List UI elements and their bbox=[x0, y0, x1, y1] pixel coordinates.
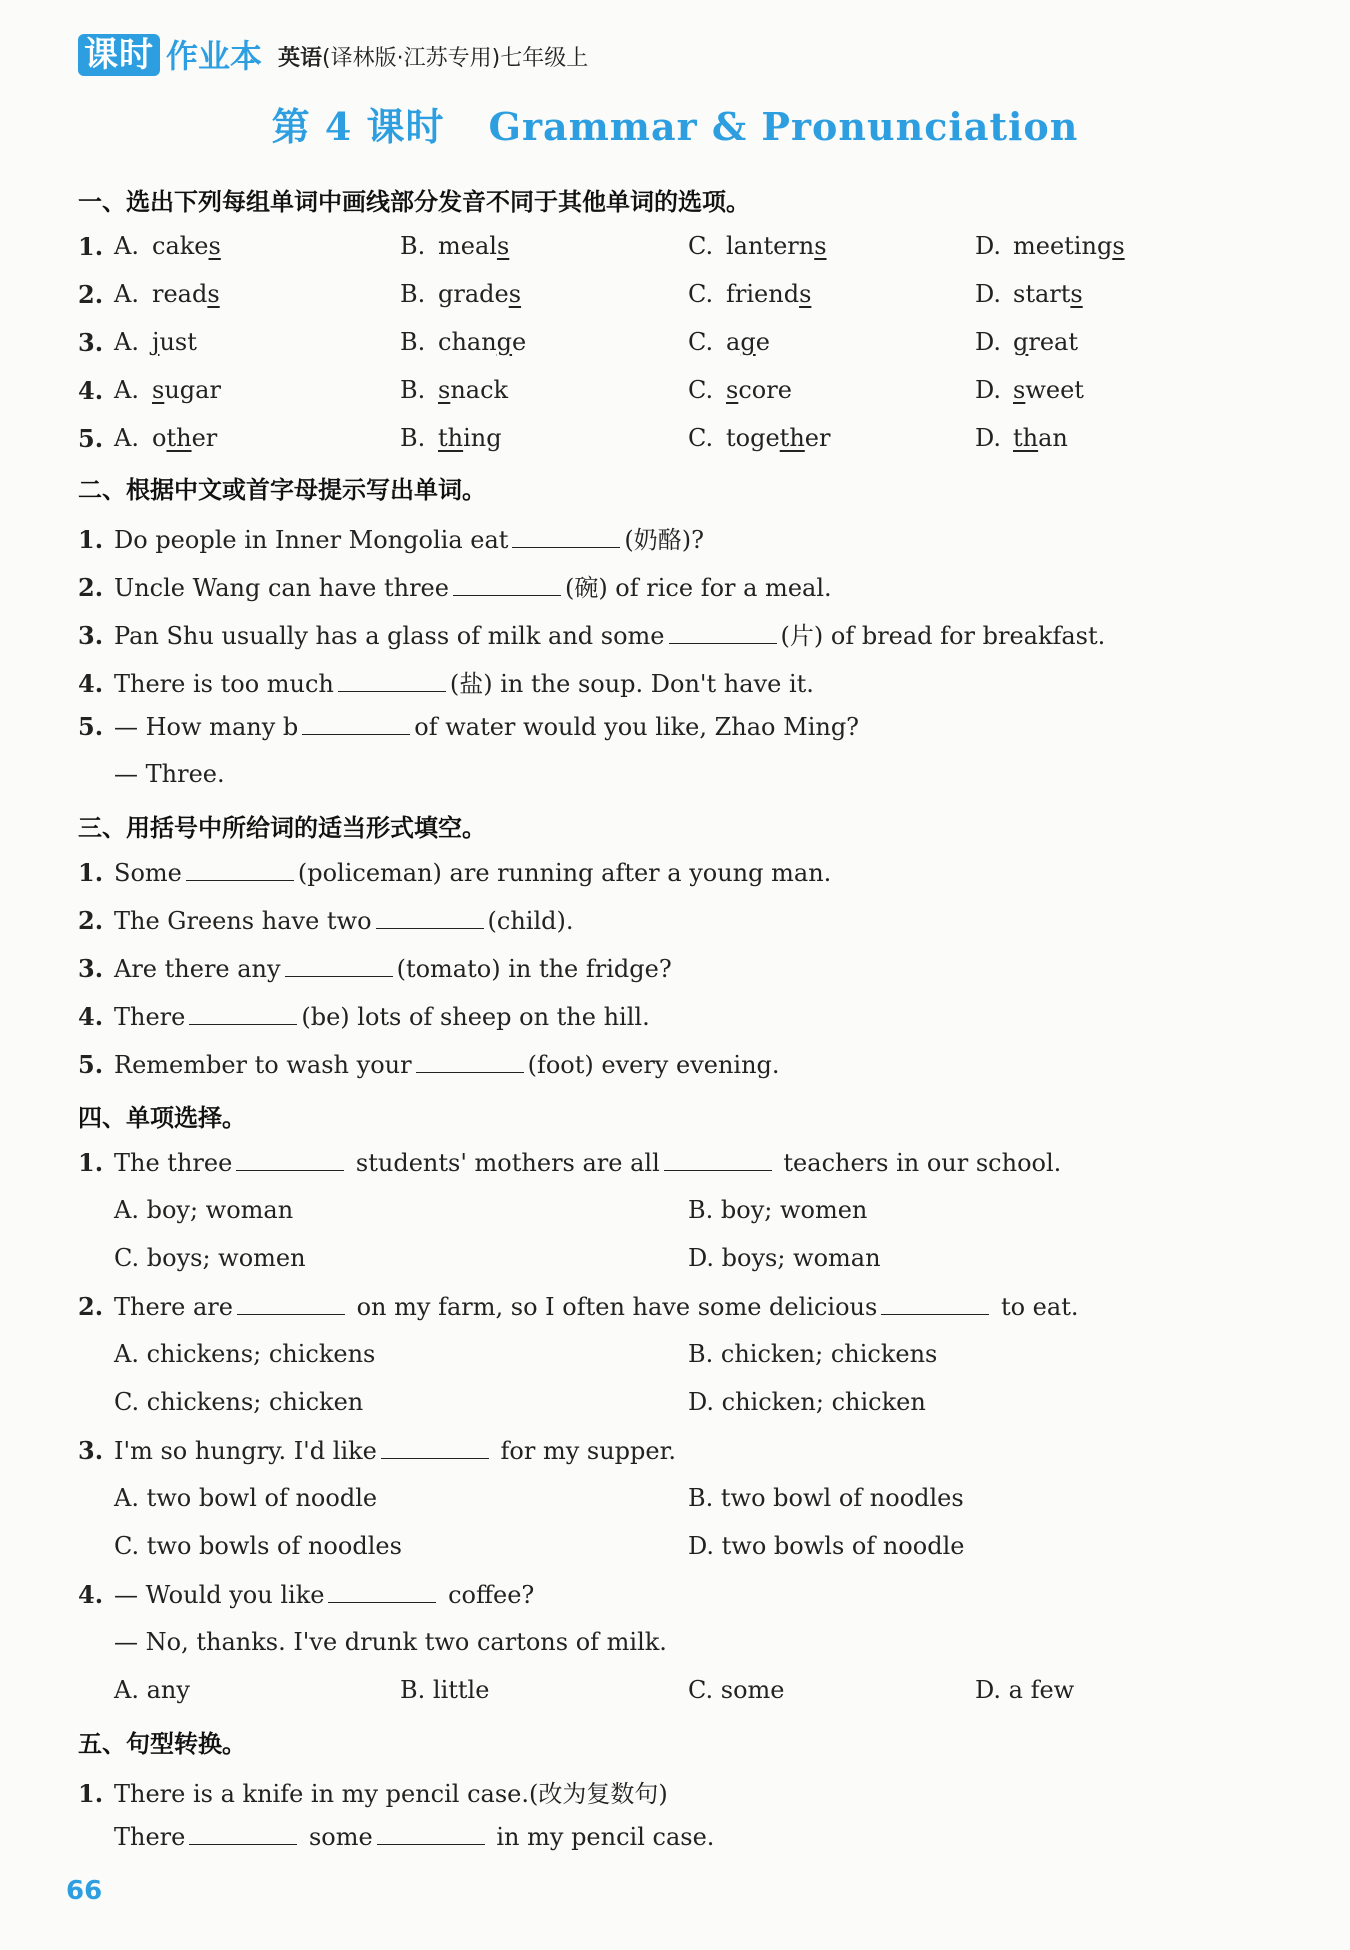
s2-question-4: 4. There is too much (盐) in the soup. Don't have it. bbox=[78, 669, 814, 698]
answer-blank[interactable] bbox=[376, 906, 484, 929]
s2-question-1: 1. Do people in Inner Mongolia eat (奶酪)? bbox=[78, 525, 704, 554]
s1-question-number: 2. bbox=[78, 280, 104, 309]
section-4-heading: 四、单项选择。 bbox=[78, 1104, 246, 1132]
s4-q4-option-c[interactable]: C. some bbox=[688, 1676, 785, 1704]
s5-question-1-answer: There some in my pencil case. bbox=[114, 1823, 715, 1851]
s4-question-2: 2. There are on my farm, so I often have some delicious to eat. bbox=[78, 1292, 1079, 1321]
answer-blank[interactable] bbox=[453, 573, 561, 596]
s3-question-2: 2. The Greens have two (child). bbox=[78, 906, 574, 935]
s3-question-1: 1. Some (policeman) are running after a young man. bbox=[78, 858, 832, 887]
s1-question-number: 5. bbox=[78, 424, 104, 453]
s1-option-d[interactable]: D. meetings bbox=[975, 232, 1125, 260]
s4-q2-option-d[interactable]: D. chicken; chicken bbox=[688, 1388, 926, 1416]
s1-option-c[interactable]: C. score bbox=[688, 376, 792, 404]
s4-q3-option-b[interactable]: B. two bowl of noodles bbox=[688, 1484, 964, 1512]
s4-q3-option-a[interactable]: A. two bowl of noodle bbox=[114, 1484, 378, 1512]
s1-option-a[interactable]: A. cakes bbox=[114, 232, 221, 260]
page-number: 66 bbox=[66, 1876, 103, 1906]
answer-blank[interactable] bbox=[328, 1580, 436, 1603]
s1-question-number: 4. bbox=[78, 376, 104, 405]
s1-option-a[interactable]: A. reads bbox=[114, 280, 220, 308]
s4-q3-option-d[interactable]: D. two bowls of noodle bbox=[688, 1532, 965, 1560]
s2-question-2: 2. Uncle Wang can have three (碗) of rice for a meal. bbox=[78, 573, 832, 602]
answer-blank[interactable] bbox=[377, 1822, 485, 1845]
section-5-heading: 五、句型转换。 bbox=[78, 1730, 246, 1758]
header-brand bbox=[78, 34, 588, 76]
s1-option-b[interactable]: B. change bbox=[400, 328, 527, 356]
answer-blank[interactable] bbox=[186, 858, 294, 881]
s1-option-b[interactable]: B. meals bbox=[400, 232, 510, 260]
s5-question-1: 1. There is a knife in my pencil case.(改为复数句) bbox=[78, 1779, 668, 1808]
answer-blank[interactable] bbox=[189, 1002, 297, 1025]
section-3-heading: 三、用括号中所给词的适当形式填空。 bbox=[78, 814, 486, 842]
s4-q1-option-b[interactable]: B. boy; women bbox=[688, 1196, 868, 1224]
s3-question-5: 5. Remember to wash your (foot) every evening. bbox=[78, 1050, 780, 1079]
s4-q3-option-c[interactable]: C. two bowls of noodles bbox=[114, 1532, 402, 1560]
s4-q1-option-a[interactable]: A. boy; woman bbox=[114, 1196, 294, 1224]
s4-q4-option-d[interactable]: D. a few bbox=[975, 1676, 1075, 1704]
lesson-title: 第 4 课时 Grammar & Pronunciation bbox=[271, 104, 1079, 149]
brand-logo-text: 作业本 bbox=[166, 37, 263, 75]
answer-blank[interactable] bbox=[512, 525, 620, 548]
s3-question-3: 3. Are there any (tomato) in the fridge? bbox=[78, 954, 672, 983]
s3-question-4: 4. There (be) lots of sheep on the hill. bbox=[78, 1002, 650, 1031]
s1-option-a[interactable]: A. sugar bbox=[114, 376, 221, 404]
s1-option-c[interactable]: C. together bbox=[688, 424, 831, 452]
answer-blank[interactable] bbox=[189, 1822, 297, 1845]
answer-blank[interactable] bbox=[302, 712, 410, 735]
s4-q1-option-d[interactable]: D. boys; woman bbox=[688, 1244, 881, 1272]
answer-blank[interactable] bbox=[669, 621, 777, 644]
s1-option-b[interactable]: B. snack bbox=[400, 376, 509, 404]
s2-question-5-reply: — Three. bbox=[114, 760, 225, 788]
section-1-heading: 一、选出下列每组单词中画线部分发音不同于其他单词的选项。 bbox=[78, 188, 750, 216]
s1-option-d[interactable]: D. starts bbox=[975, 280, 1083, 308]
brand-logo-box: 课时 bbox=[78, 34, 160, 76]
s1-option-b[interactable]: B. thing bbox=[400, 424, 502, 452]
s1-option-a[interactable]: A. just bbox=[114, 328, 197, 356]
answer-blank[interactable] bbox=[881, 1292, 989, 1315]
section-2-heading: 二、根据中文或首字母提示写出单词。 bbox=[78, 476, 486, 504]
s1-question-number: 1. bbox=[78, 232, 104, 261]
s4-question-4-reply: — No, thanks. I've drunk two cartons of milk. bbox=[114, 1628, 667, 1656]
s4-question-1: 1. The three students' mothers are all teachers in our school. bbox=[78, 1148, 1062, 1177]
s1-option-c[interactable]: C. lanterns bbox=[688, 232, 827, 260]
subject-label: 英语(译林版·江苏专用)七年级上 bbox=[278, 46, 589, 71]
s4-question-3: 3. I'm so hungry. I'd like for my supper. bbox=[78, 1436, 677, 1465]
s4-q2-option-b[interactable]: B. chicken; chickens bbox=[688, 1340, 938, 1368]
answer-blank[interactable] bbox=[338, 669, 446, 692]
s1-option-d[interactable]: D. than bbox=[975, 424, 1068, 452]
s4-q2-option-a[interactable]: A. chickens; chickens bbox=[114, 1340, 376, 1368]
s1-option-d[interactable]: D. great bbox=[975, 328, 1079, 356]
answer-blank[interactable] bbox=[381, 1436, 489, 1459]
s1-option-d[interactable]: D. sweet bbox=[975, 376, 1084, 404]
s4-q2-option-c[interactable]: C. chickens; chicken bbox=[114, 1388, 364, 1416]
s2-question-3: 3. Pan Shu usually has a glass of milk and some (片) of bread for breakfast. bbox=[78, 621, 1106, 650]
s1-option-a[interactable]: A. other bbox=[114, 424, 218, 452]
answer-blank[interactable] bbox=[664, 1148, 772, 1171]
s1-option-c[interactable]: C. age bbox=[688, 328, 770, 356]
answer-blank[interactable] bbox=[237, 1292, 345, 1315]
s4-q4-option-b[interactable]: B. little bbox=[400, 1676, 490, 1704]
answer-blank[interactable] bbox=[236, 1148, 344, 1171]
s4-question-4: 4. — Would you like coffee? bbox=[78, 1580, 535, 1609]
s4-q1-option-c[interactable]: C. boys; women bbox=[114, 1244, 306, 1272]
answer-blank[interactable] bbox=[416, 1050, 524, 1073]
s2-question-5: 5. — How many b of water would you like, Zhao Ming? bbox=[78, 712, 860, 741]
s1-question-number: 3. bbox=[78, 328, 104, 357]
s1-option-b[interactable]: B. grades bbox=[400, 280, 522, 308]
answer-blank[interactable] bbox=[285, 954, 393, 977]
s4-q4-option-a[interactable]: A. any bbox=[114, 1676, 190, 1704]
s1-option-c[interactable]: C. friends bbox=[688, 280, 812, 308]
